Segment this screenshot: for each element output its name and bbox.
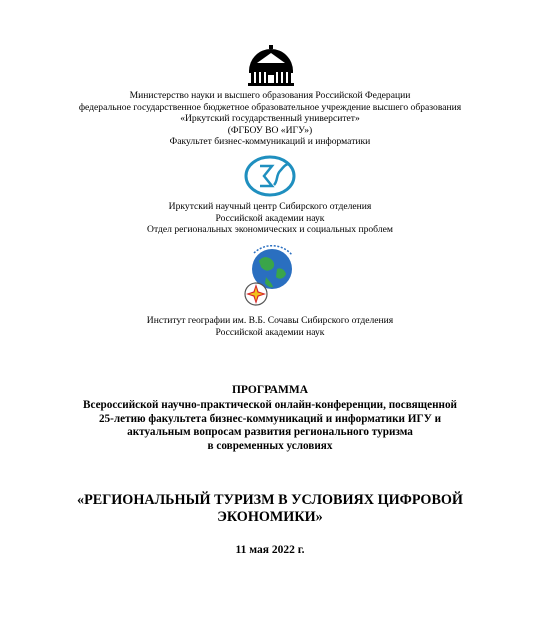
ministry-block xyxy=(0,90,540,148)
ministry-line-3: «Иркутский государственный университет» xyxy=(180,113,360,125)
geography-line-1: Институт географии им. В.Б. Сочавы Сибирского отделения xyxy=(146,315,394,326)
geography-institute-block xyxy=(0,315,540,338)
science-center-line-2: Российской академии наук xyxy=(215,212,325,224)
conference-date: 11 мая 2022 г. xyxy=(235,544,305,556)
program-title: ПРОГРАММА xyxy=(231,384,309,396)
science-center-line-3: Отдел региональных экономических и социальных проблем xyxy=(147,224,393,236)
sigma-lake-logo-icon xyxy=(244,155,296,197)
program-subtitle-line-2: 25-летию факультета бизнес-коммуникаций и информатики ИГУ и xyxy=(98,412,442,425)
science-center-block xyxy=(0,201,540,236)
program-subtitle-line-3: актуальным вопросам развития регионального туризма xyxy=(127,426,413,439)
ministry-line-4: (ФГБОУ ВО «ИГУ») xyxy=(227,124,313,136)
program-subtitle xyxy=(0,399,540,453)
conference-theme xyxy=(0,492,540,526)
ministry-line-1: Министерство науки и высшего образования Российской Федерации xyxy=(129,90,411,101)
university-building-logo-icon xyxy=(245,41,297,89)
program-subtitle-line-4: в современных условиях xyxy=(207,439,333,452)
ministry-line-5: Факультет бизнес-коммуникаций и информатики xyxy=(169,136,371,148)
conference-theme-line-2: ЭКОНОМИКИ» xyxy=(217,509,323,525)
geography-line-2: Российской академии наук xyxy=(215,326,325,338)
science-center-line-1: Иркутский научный центр Сибирского отделения xyxy=(168,201,372,212)
conference-theme-line-1: «РЕГИОНАЛЬНЫЙ ТУРИЗМ В УСЛОВИЯХ ЦИФРОВОЙ xyxy=(77,492,463,508)
program-subtitle-line-1: Всероссийской научно-практической онлайн-конференции, посвященной xyxy=(83,399,457,411)
ministry-line-2: федеральное государственное бюджетное образовательное учреждение высшего образования xyxy=(78,101,462,113)
globe-compass-logo-icon xyxy=(232,239,304,311)
